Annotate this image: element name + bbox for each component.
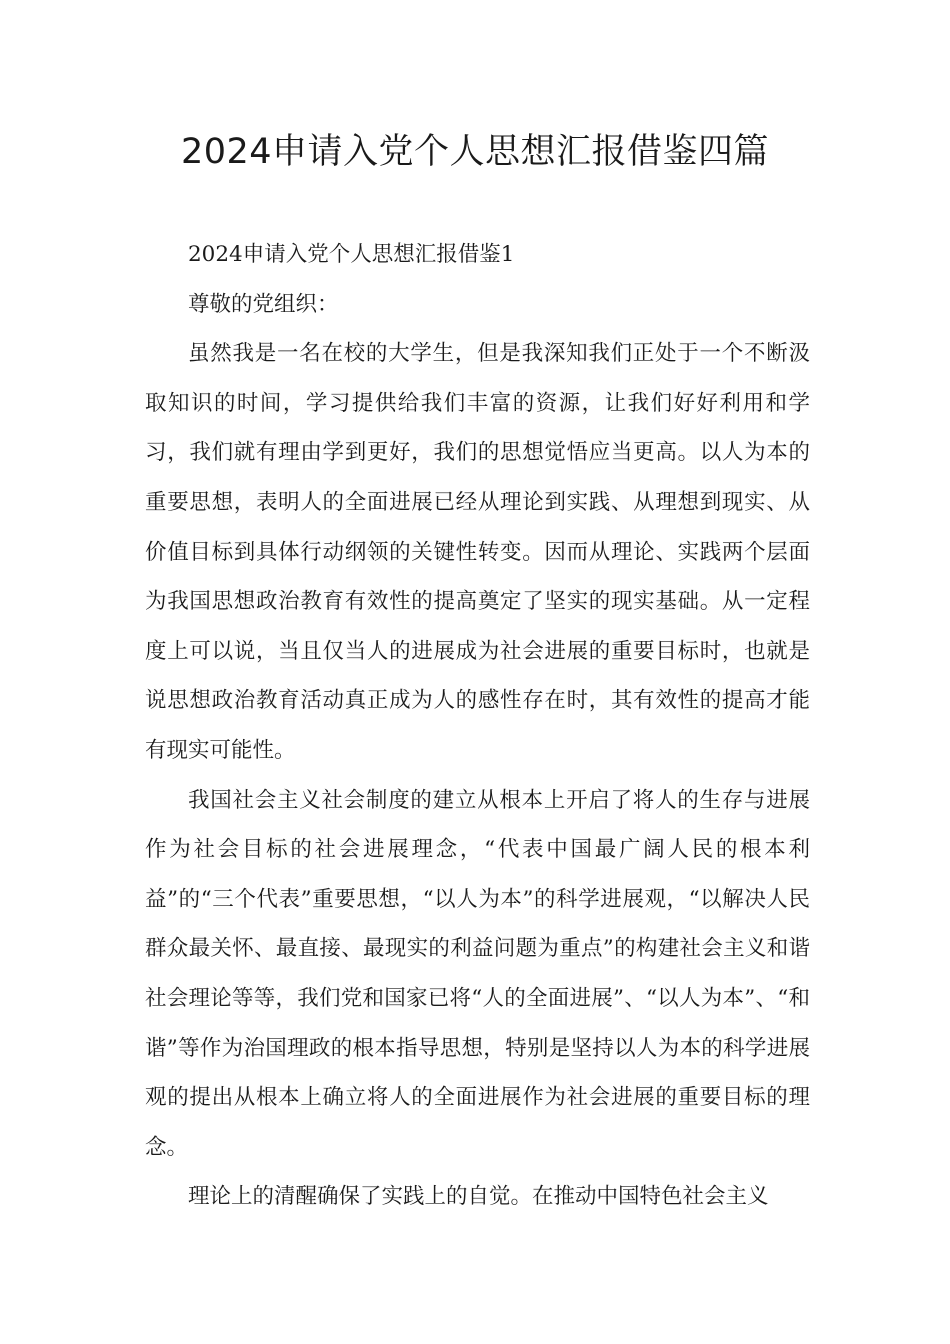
document-body bbox=[145, 230, 810, 1222]
body-paragraph: 理论上的清醒确保了实践上的自觉。在推动中国特色社会主义 bbox=[188, 1184, 769, 1210]
salutation: 尊敬的党组织： bbox=[188, 291, 339, 317]
body-paragraph: 虽然我是一名在校的大学生，但是我深知我们正处于一个不断汲取知识的时间，学习提供给我们丰富的资源，让我们好好利用和学习，我们就有理由学到更好，我们的思想觉悟应当更高。以人为本的重要思想，表明人的全面进展已经从理论到实践、从理想到现实、从价值目标到具体行动纲领的关键性转变。因而从理论、实践两个层面为我国思想政治教育有效性的提高奠定了坚实的现实基础。从一定程度上可以说，当且仅当人的进展成为社会进展的重要目标时，也就是说思想政治教育活动真正成为人的感性存在时，其有效性的提高才能有现实可能性。 bbox=[145, 341, 810, 763]
body-paragraph: 我国社会主义社会制度的建立从根本上开启了将人的生存与进展作为社会目标的社会进展理念，“代表中国最广阔人民的根本利益”的“三个代表”重要思想，“以人为本”的科学进展观，“以解决人民群众最关怀、最直接、最现实的利益问题为重点”的构建社会主义和谐社会理论等等，我们党和国家已将“人的全面进展”、“以人为本”、“和谐”等作为治国理政的根本指导思想，特别是坚持以人为本的科学进展观的提出从根本上确立将人的全面进展作为社会进展的重要目标的理念。 bbox=[145, 787, 810, 1160]
section-heading: 2024申请入党个人思想汇报借鉴1 bbox=[188, 242, 515, 267]
document-title: 2024申请入党个人思想汇报借鉴四篇 bbox=[180, 132, 770, 172]
